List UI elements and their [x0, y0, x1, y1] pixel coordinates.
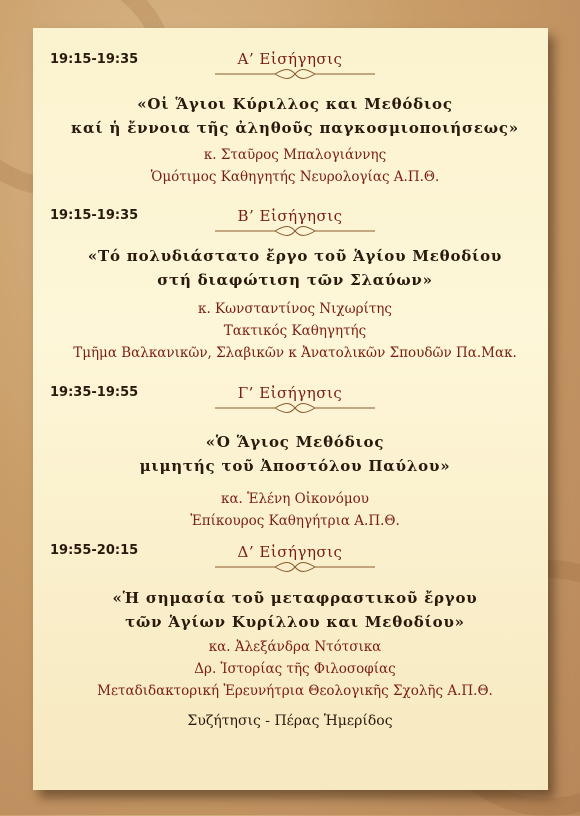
ornament-divider — [215, 561, 375, 573]
session-time: 19:35-19:55 — [50, 385, 139, 400]
session-time: 19:15-19:35 — [50, 52, 139, 67]
title-line: τῶν Ἁγίων Κυρίλλου και Μεθοδίου» — [125, 613, 465, 631]
ornament-divider — [215, 225, 375, 237]
title-line: μιμητής τοῦ Ἀποστόλου Παύλου» — [139, 457, 451, 475]
ornament-divider — [215, 402, 375, 414]
speaker-info — [40, 488, 550, 532]
speaker-title: Ἐπίκουρος Καθηγήτρια Α.Π.Θ. — [190, 513, 400, 529]
speaker-name: κα. Ἑλένη Οἰκονόμου — [221, 491, 369, 507]
session-time: 19:15-19:35 — [50, 208, 139, 223]
session-heading: Β’ Εἰσήγησις — [237, 207, 343, 225]
speaker-title: Δρ. Ἱστορίας τῆς Φιλοσοφίας — [194, 661, 396, 677]
title-line: «Ἡ σημασία τοῦ μεταφραστικοῦ ἔργου — [112, 589, 478, 607]
speaker-info — [40, 144, 550, 188]
speaker-title: Ὁμότιμος Καθηγητής Νευρολογίας Α.Π.Θ. — [150, 169, 440, 185]
title-line: καί ἡ ἔννοια τῆς ἀληθοῦς παγκοσμιοποιήσεως» — [71, 119, 519, 137]
session-title — [40, 430, 550, 478]
title-line: «Οἱ Ἅγιοι Κύριλλος και Μεθόδιος — [137, 95, 453, 113]
speaker-name: κ. Σταῦρος Μπαλογιάννης — [203, 147, 387, 163]
session-heading: Γ’ Εἰσήγησις — [237, 384, 343, 402]
session-time: 19:55-20:15 — [50, 543, 139, 558]
session-heading: Α’ Εἰσήγησις — [237, 50, 343, 68]
session-heading: Δ’ Εἰσήγησις — [237, 543, 343, 561]
title-line: «Ὁ Ἅγιος Μεθόδιος — [205, 433, 385, 451]
speaker-info — [40, 298, 550, 364]
speaker-title: Τακτικός Καθηγητής — [223, 323, 367, 339]
speaker-name: κα. Ἀλεξάνδρα Ντότσικα — [208, 639, 382, 655]
title-line: «Τό πολυδιάστατο ἔργο τοῦ Ἁγίου Μεθοδίου — [87, 247, 503, 265]
speaker-affiliation: Μεταδιδακτορική Ἐρευνήτρια Θεολογικῆς Σχολῆς Α.Π.Θ. — [97, 683, 493, 699]
session-title — [40, 244, 550, 292]
speaker-affiliation: Τμῆμα Βαλκανικῶν, Σλαβικῶν κ Ἀνατολικῶν Σπουδῶν Πα.Μακ. — [73, 345, 517, 361]
title-line: στή διαφώτιση τῶν Σλαύων» — [157, 271, 433, 289]
speaker-info — [40, 636, 550, 702]
ornament-divider — [215, 68, 375, 80]
session-title — [40, 586, 550, 634]
session-title — [40, 92, 550, 140]
closing-line: Συζήτησις - Πέρας Ἡμερίδος — [187, 713, 393, 729]
speaker-name: κ. Κωνσταντίνος Νιχωρίτης — [198, 301, 392, 317]
